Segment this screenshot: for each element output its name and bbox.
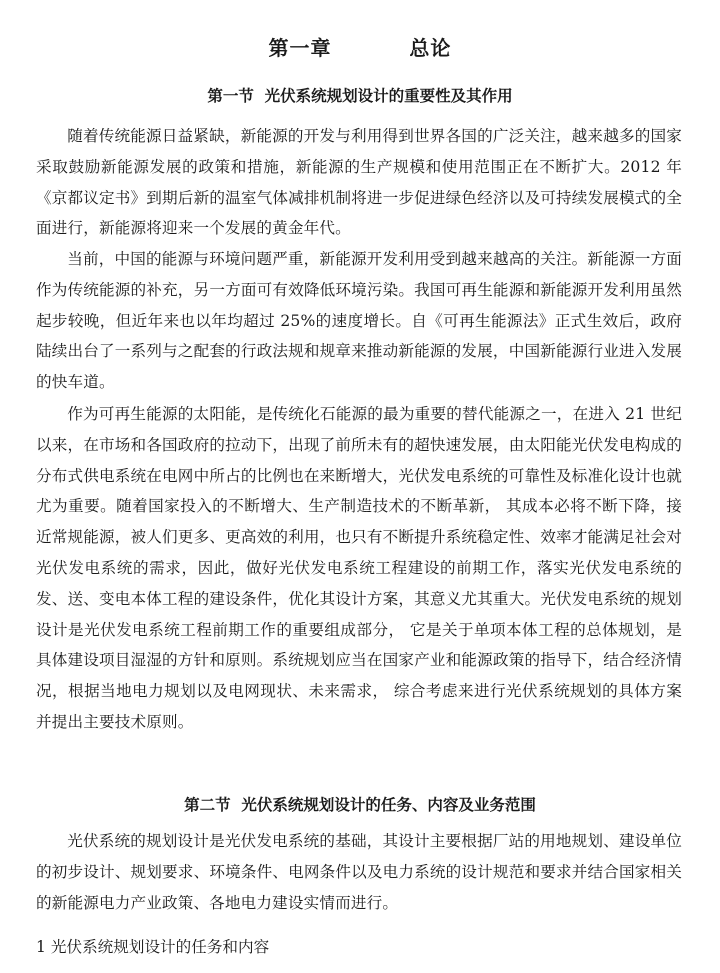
section-2-subheading: 1 光伏系统规划设计的任务和内容 (36, 938, 270, 956)
section-1-paragraph-2: 当前，中国的能源与环境问题严重，新能源开发利用受到越来越高的关注。新能源一方面作为传统能源的补充，另一方面可有效降低环境污染。我国可再生能源和新能源开发利用虽然起步较晚，但近年来也以年均超过 25%的速度增长。自《可再生能源法》正式生效后，政府陆续出台了一系列与之配套的行政法规和规章来推动新能源的发展，中国新能源行业进入发展的快车道。 (36, 250, 682, 392)
section-2-title: 第二节 光伏系统规划设计的任务、内容及业务范围 (184, 796, 536, 814)
section-1-paragraph-1: 随着传统能源日益紧缺，新能源的开发与利用得到世界各国的广泛关注，越来越多的国家采取鼓励新能源发展的政策和措施，新能源的生产规模和使用范围正在不断扩大。2012 年《京都议定书》到期后新的温室气体减排机制将进一步促进绿色经济以及可持续发展模式的全面进行，新能源将迎来一个发展的黄金年代。 (36, 127, 682, 238)
chapter-title: 第一章 总论 (268, 36, 452, 60)
section-1-title: 第一节 光伏系统规划设计的重要性及其作用 (207, 87, 513, 105)
section-2-paragraph-1: 光伏系统的规划设计是光伏发电系统的基础，其设计主要根据厂站的用地规划、建设单位的初步设计、规划要求、环境条件、电网条件以及电力系统的设计规范和要求并结合国家相关的新能源电力产业政策、各地电力建设实情而进行。 (36, 832, 682, 912)
section-1-paragraph-3: 作为可再生能源的太阳能，是传统化石能源的最为重要的替代能源之一，在进入 21 世纪以来，在市场和各国政府的拉动下，出现了前所未有的超快速发展，由太阳能光伏发电构成的分布式供电系统在电网中所占的比例也在来断增大，光伏发电系统的可靠性及标准化设计也就尤为重要。随着国家投入的不断增大、生产制造技术的不断革新， 其成本必将不断下降，接近常规能源，被人们更多、更高效的利用，也只有不断提升系统稳定性、效率才能满足社会对光伏发电系统的需求，因此，做好光伏发电系统工程建设的前期工作，落实光伏发电系统的发、送、变电本体工程的建设条件，优化其设计方案，其意义尤其重大。光伏发电系统的规划设计是光伏发电系统工程前期工作的重要组成部分， 它是关于单项本体工程的总体规划，是具体建设项目湿湿的方针和原则。系统规划应当在国家产业和能源政策的指导下，结合经济情况，根据当地电力规划以及电网现状、未来需求， 综合考虑来进行光伏系统规划的具体方案并提出主要技术原则。 (36, 405, 682, 731)
